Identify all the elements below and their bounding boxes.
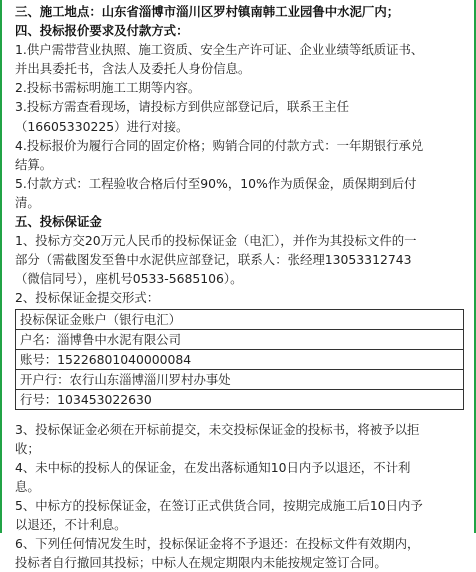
bid-requirement-line: 4.投标报价为履行合同的固定价格；购销合同的付款方式：一年期银行承兑 [15, 137, 424, 153]
bid-bond-line: 部分（需截图发至鲁中水泥供应部登记，联系人：张经理13053312743 [15, 252, 412, 268]
bid-bond-rule-line: 投标者自行撤回其投标；中标人在规定期限内未能按规定签订合同。 [15, 555, 387, 571]
bid-requirement-line: 1.供户需带营业执照、施工资质、安全生产许可证、企业业绩等纸质证书、 [15, 42, 424, 58]
bid-requirement-line: 并出具委托书，含法人及委托人身份信息。 [15, 61, 251, 77]
bid-bond-rule-line: 收； [15, 440, 40, 456]
account-name: 户名：淄博鲁中水泥有限公司 [16, 330, 463, 350]
account-number: 账号：15226801040000084 [16, 350, 463, 370]
bid-requirement-line: 3.投标方需查看现场，请投标方到供应部登记后，联系王主任 [15, 99, 349, 115]
bid-bond-line: （微信同号），座机号0533-5685106）。 [15, 271, 243, 287]
bank-number: 行号：103453022630 [20, 391, 152, 407]
bid-bond-rule-line: 6、下列任何情况发生时，投标保证金将不予退还：在投标文件有效期内， [15, 536, 420, 552]
bid-bond-rule-line: 4、未中标的投标人的保证金，在发出落标通知10日内予以退还，不计利 [15, 459, 411, 475]
bid-requirement-line: 2.投标书需标明施工工期等内容。 [15, 80, 201, 96]
bank-branch: 开户行：农行山东淄博淄川罗村办事处 [16, 370, 463, 390]
bid-bond-rule-line: 3、投标保证金必须在开标前提交，未交投标保证金的投标书，将被予以拒 [15, 421, 420, 437]
bid-requirement-line: 结算。 [15, 156, 53, 172]
bid-requirement-line: （16605330225）进行对接。 [15, 118, 189, 134]
bank-account-box [15, 309, 464, 410]
bank-account-title: 投标保证金账户（银行电汇） [16, 310, 463, 330]
construction-site-line: 三、施工地点：山东省淄博市淄川区罗村镇南韩工业园鲁中水泥厂内； [15, 4, 400, 19]
bid-bond-rule-line: 息。 [15, 478, 40, 494]
bid-requirement-line: 5.付款方式：工程验收合格后付至90%，10%作为质保金，质保期到后付 [15, 175, 417, 191]
bid-bond-rule-line: 以退还，不计利息。 [15, 516, 127, 532]
bid-bond-heading: 五、投标保证金 [15, 214, 102, 230]
bid-requirements-heading: 四、投标报价要求及付款方式： [15, 23, 189, 39]
bid-bond-line: 1、投标方交20万元人民币的投标保证金（电汇），并作为其投标文件的一 [15, 233, 417, 249]
bid-bond-line: 2、投标保证金提交形式： [15, 290, 160, 306]
bid-requirement-line: 清。 [15, 194, 40, 210]
bid-bond-rule-line: 5、中标方的投标保证金，在签订正式供货合同，按期完成施工后10日内予 [15, 497, 423, 513]
